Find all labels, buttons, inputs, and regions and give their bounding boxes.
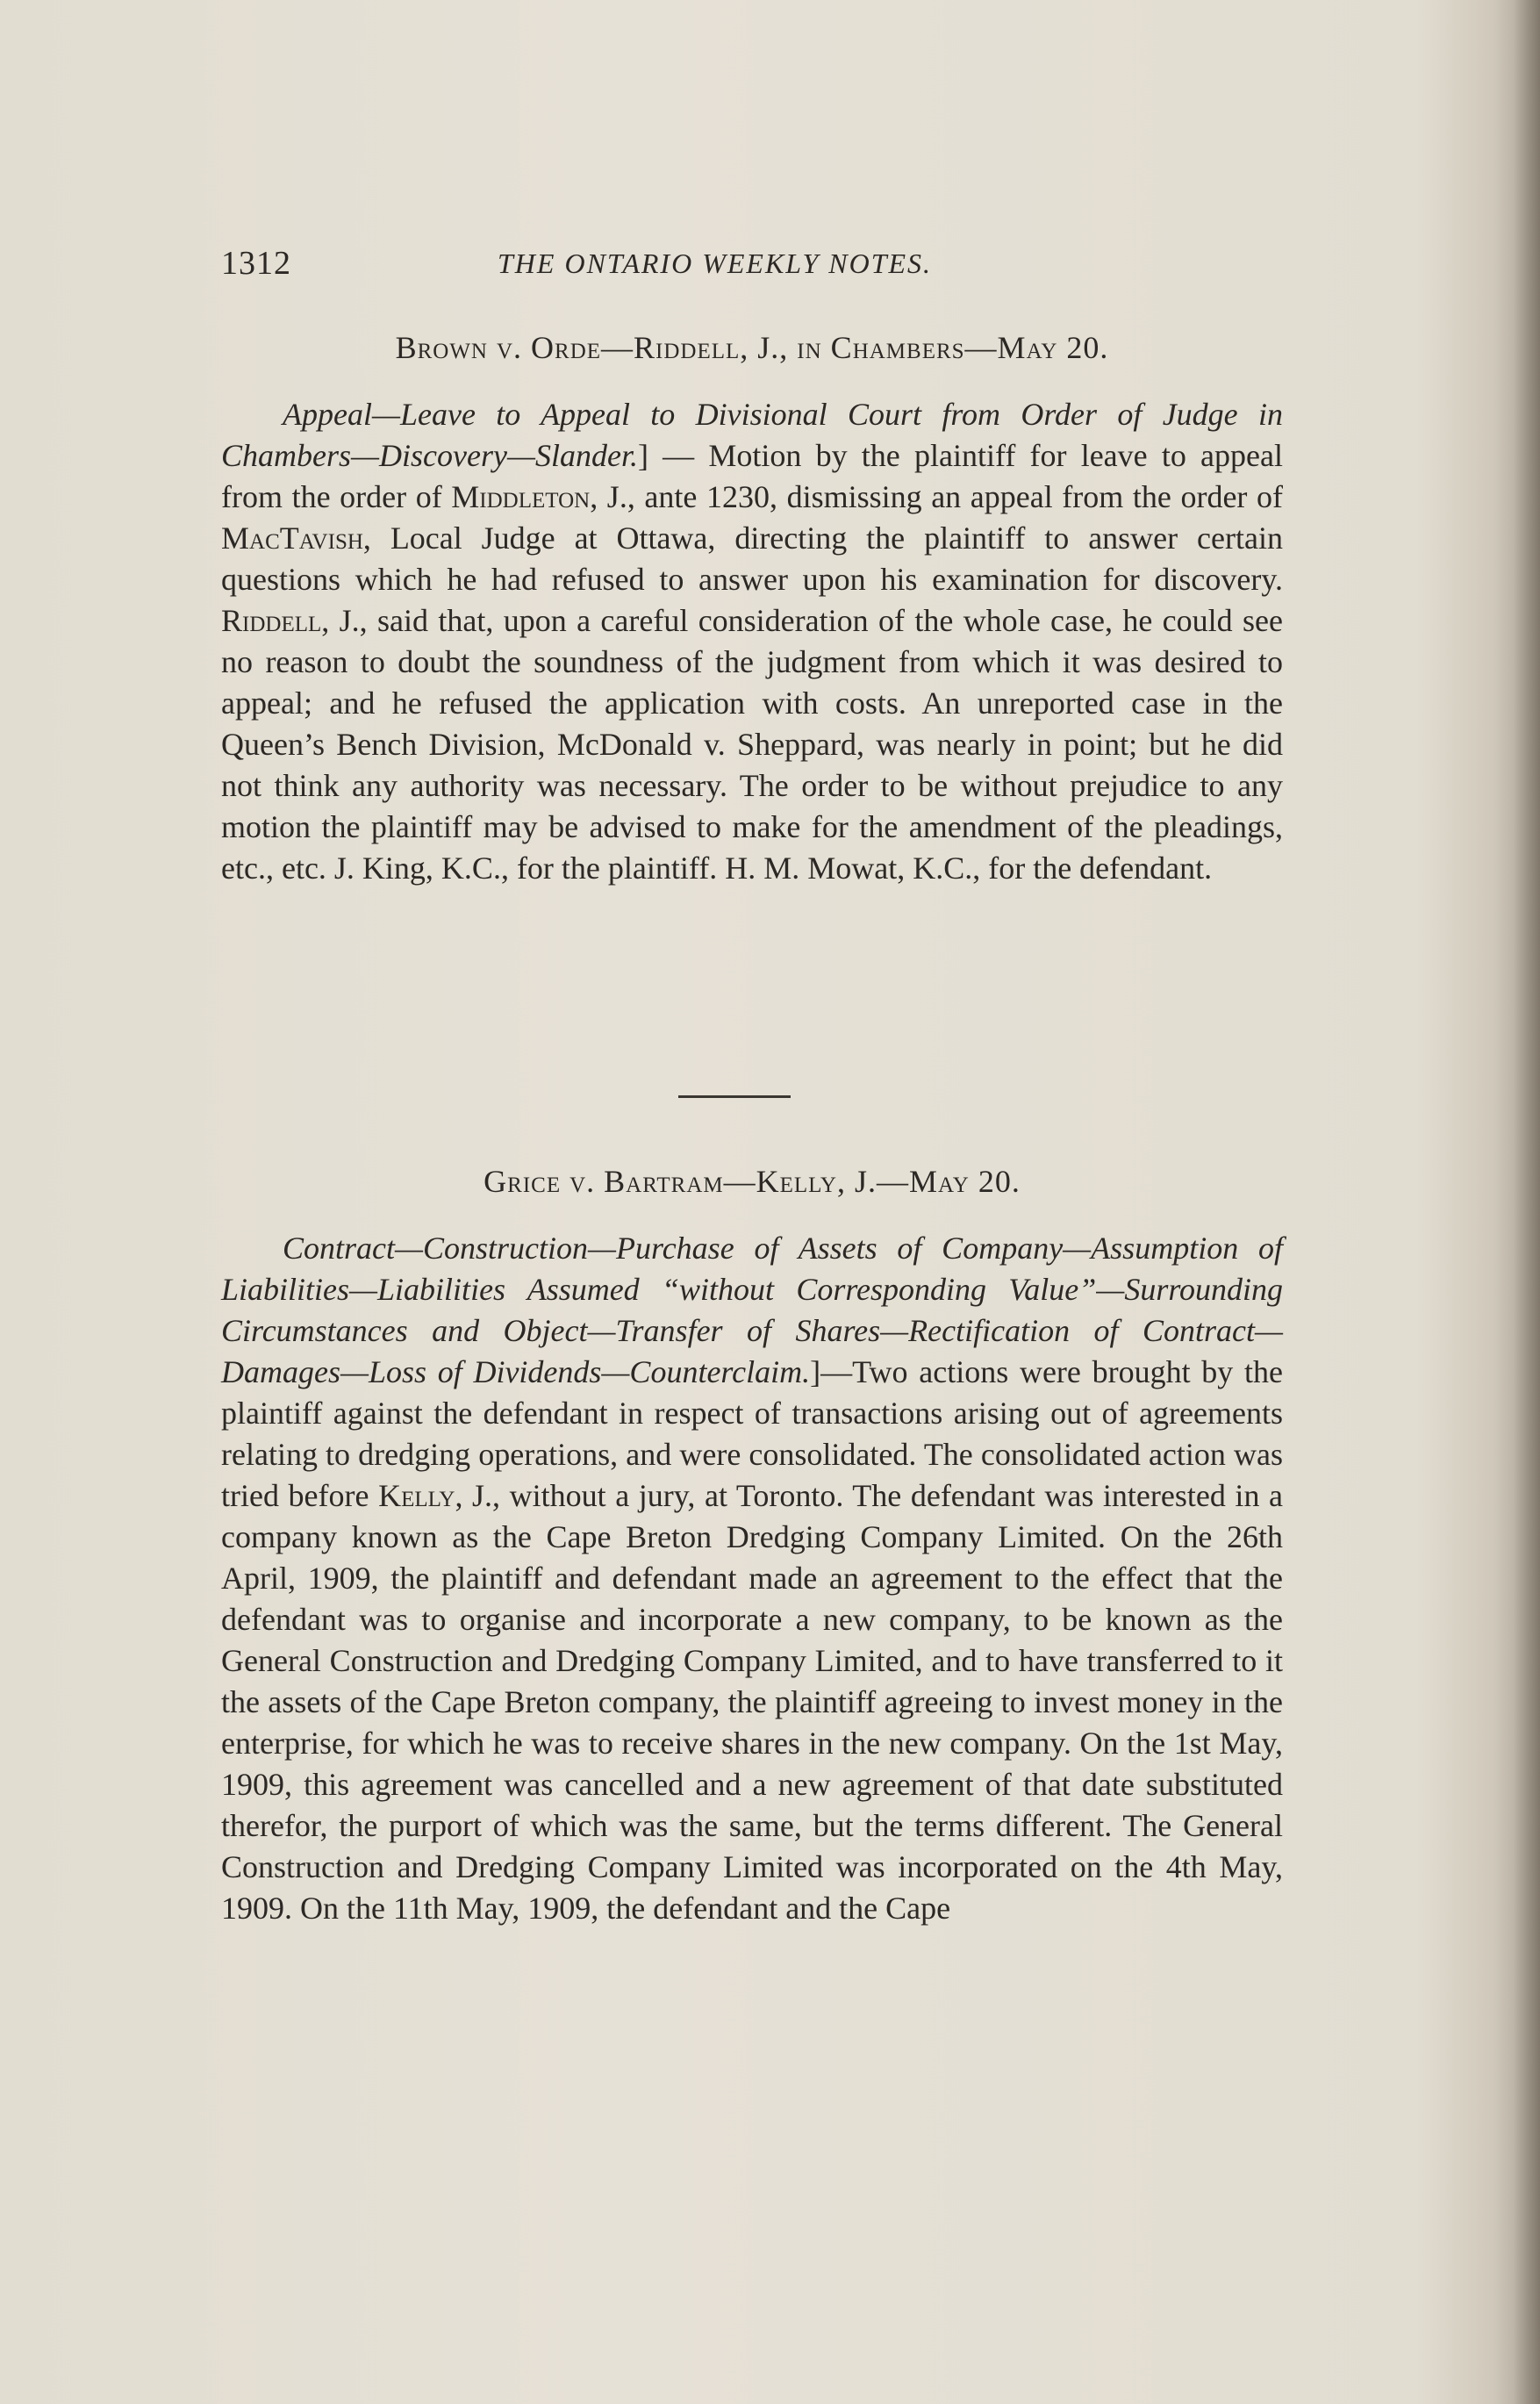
journal-title: THE ONTARIO WEEKLY NOTES. [498,248,933,279]
body-text-segment: , ante 1230, dismissing an appeal from the order of [627,479,1283,514]
judge-name: Riddell, J. [221,603,360,638]
body-text-segment: , said that, upon a careful consideration of the whole case, he could see no reason to doubt the soundness of the judgment from which it was desired to appeal; and he refused the application with costs. An unreported case in the Queen’s Bench Division, McDonald v. Sheppard, was nearly in point; but he did not think any authority was necessary. The order to be without prejudice to any motion the plaintiff may be advised to make for the amendment of the pleadings, etc., etc. J. King, K.C., for the plaintiff. H. M. Mowat, K.C., for the defendant. [221,603,1283,886]
case-heading: Brown v. Orde—Riddell, J., in Chambers—May 20. [395,330,1109,365]
case-headnote: Appeal—Leave to Appeal to Divisional Court from Order of Judge in Chambers—Discovery—Slander. [221,397,1283,473]
judge-name: MacTavish, [221,520,371,556]
case-body [221,394,1283,889]
judge-name: Kelly, J. [378,1478,493,1513]
judge-name: Middleton, J. [451,479,627,514]
section-divider [678,1095,791,1098]
body-text-segment: Local Judge at Ottawa, directing the plaintiff to answer certain questions which he had refused to answer upon his examination for discovery. [221,520,1283,597]
running-head [221,244,1283,297]
page-number: 1312 [221,245,291,282]
case-heading: Grice v. Bartram—Kelly, J.—May 20. [483,1164,1021,1199]
body-text-segment: , without a jury, at Toronto. The defendant was interested in a company known as the Cape Breton Dredging Company Limited. On the 26th April, 1909, the plaintiff and defendant made an agreement to the effect that the defendant was to organise and incorporate a new company, to be known as the General Construction and Dredging Company Limited, and to have transferred to it the assets of the Cape Breton company, the plaintiff agreeing to invest money in the enterprise, for which he was to receive shares in the new company. On the 1st May, 1909, this agreement was cancelled and a new agreement of that date substituted therefor, the purport of which was the same, but the terms different. The General Construction and Dredging Company Limited was incorporated on the 4th May, 1909. On the 11th May, 1909, the defendant and the Cape [221,1478,1283,1926]
case-brown-v-orde [221,329,1283,889]
case-headnote: Contract—Construction—Purchase of Assets of Company—Assumption of Liabilities—Liabilities Assumed “without Corresponding Value”—Surrounding Circumstances and Object—Transfer of Shares—Rectification of Contract—Damages—Loss of Dividends—Counterclaim. [221,1231,1283,1389]
case-body [221,1228,1283,1929]
page-edge-shadow [1514,0,1540,2404]
case-grice-v-bartram [221,1163,1283,1929]
body-text-segment: ] — Motion by the plaintiff for leave to appeal from the order of [221,438,1283,514]
body-text-segment: ]—Two actions were brought by the plaintiff against the defendant in respect of transactions arising out of agreements relating to dredging operations, and were consolidated. The consolidated action was tried before [221,1354,1283,1513]
